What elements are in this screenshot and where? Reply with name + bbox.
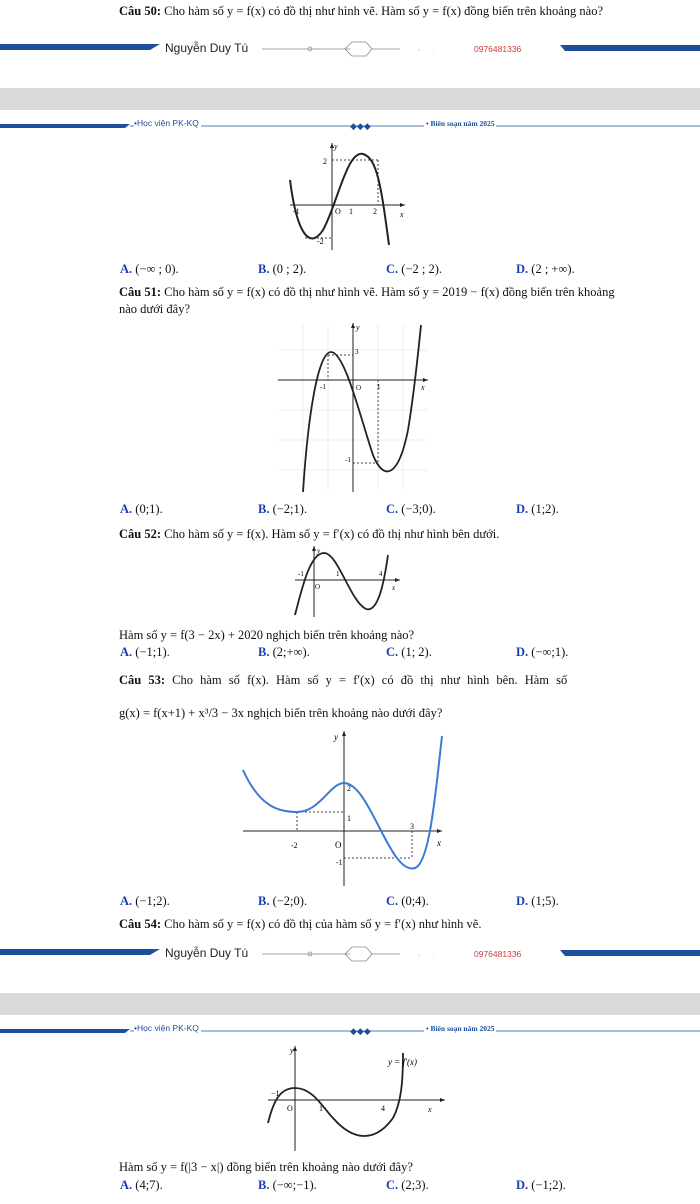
option-c[interactable] <box>386 262 442 277</box>
option-d[interactable] <box>516 262 575 277</box>
option-letter: B. <box>258 262 270 276</box>
author-name: Nguyễn Duy Tú <box>165 41 249 55</box>
option-letter: C. <box>386 894 399 908</box>
option-text: (−2 ; 2). <box>401 262 443 276</box>
question-text: Cho hàm số y = f(x) có đồ thị như hình vẽ. Hàm số y = 2019 − f(x) đồng biến trên khoảng <box>164 285 615 299</box>
option-text: (−3;0). <box>401 502 436 516</box>
tick: 1 <box>319 1104 323 1113</box>
question-51 <box>119 284 615 300</box>
footer-decoration <box>0 943 700 973</box>
option-b[interactable] <box>258 262 306 277</box>
question-label: Câu 50: <box>119 4 162 18</box>
option-b[interactable] <box>258 1178 317 1193</box>
question-text: Cho hàm số y = f(x). Hàm số y = f′(x) có đồ thị như hình bên dưới. <box>164 527 500 541</box>
question-52 <box>119 526 499 542</box>
tick: 2 <box>323 157 327 166</box>
tick: 2 <box>373 207 377 216</box>
tick: -1 <box>293 207 300 216</box>
header-left: •Học viện PK-KQ <box>134 118 199 128</box>
option-letter: D. <box>516 502 529 516</box>
axis-x: x <box>437 838 441 848</box>
svg-text:◦: ◦ <box>418 953 421 959</box>
graph-q50 <box>285 140 410 255</box>
option-text: (0 ; 2). <box>272 262 307 276</box>
footer-1 <box>0 38 700 68</box>
svg-text:·: · <box>433 48 435 54</box>
question-50 <box>119 3 603 19</box>
option-a[interactable] <box>120 894 170 909</box>
option-letter: A. <box>120 502 133 516</box>
option-a[interactable] <box>120 645 170 660</box>
question-label: Câu 53: <box>119 673 166 687</box>
axis-y: y <box>356 323 360 332</box>
tick: 3 <box>410 822 414 831</box>
option-letter: B. <box>258 645 270 659</box>
axis-y: y <box>290 1046 294 1055</box>
graph-q51 <box>273 320 433 495</box>
origin: O <box>335 207 341 216</box>
phone-number: 0976481336 <box>474 44 522 54</box>
option-text: (2 ; +∞). <box>531 262 575 276</box>
origin: O <box>335 840 342 850</box>
option-d[interactable] <box>516 645 568 660</box>
option-letter: D. <box>516 262 529 276</box>
question-label: Câu 54: <box>119 917 162 931</box>
origin: O <box>287 1104 293 1113</box>
header-decoration <box>0 1023 700 1039</box>
svg-text:◆◆◆: ◆◆◆ <box>350 121 371 131</box>
option-letter: A. <box>120 645 133 659</box>
axis-y: y <box>317 547 321 555</box>
option-text: (−2;0). <box>272 894 308 908</box>
footer-2 <box>0 943 700 973</box>
option-letter: C. <box>386 1178 399 1192</box>
question-label: Câu 51: <box>119 285 162 299</box>
axis-x: x <box>428 1105 432 1114</box>
tick: 4 <box>381 1104 385 1113</box>
axis-x: x <box>400 210 404 219</box>
option-b[interactable] <box>258 645 310 660</box>
question-54-line2: Hàm số y = f(|3 − x|) đồng biến trên khoảng nào dưới đây? <box>119 1160 413 1174</box>
tick: -1 <box>336 858 343 867</box>
option-text: (−1;2). <box>135 894 170 908</box>
header-left: •Học viện PK-KQ <box>134 1023 199 1033</box>
question-label: Câu 52: <box>119 527 162 541</box>
tick: 1 <box>349 207 353 216</box>
option-letter: C. <box>386 262 399 276</box>
option-text: (4;7). <box>135 1178 163 1192</box>
option-text: (2;+∞). <box>272 645 310 659</box>
option-letter: D. <box>516 1178 529 1192</box>
tick: 2 <box>347 784 351 793</box>
option-c[interactable] <box>386 645 432 660</box>
svg-text:◦: ◦ <box>418 48 421 54</box>
tick: 1 <box>347 814 351 823</box>
option-text: (1;2). <box>531 502 559 516</box>
tick: -2 <box>317 237 324 246</box>
option-letter: A. <box>120 1178 133 1192</box>
option-text: (−1;1). <box>135 645 170 659</box>
header-3 <box>0 1023 700 1039</box>
option-text: (0;4). <box>401 894 429 908</box>
question-text: Cho hàm số y = f(x) có đồ thị như hình vẽ. Hàm số y = f(x) đồng biến trên khoảng nào? <box>164 4 604 18</box>
option-letter: C. <box>386 502 399 516</box>
header-2 <box>0 118 700 134</box>
option-letter: A. <box>120 262 133 276</box>
question-51-line2: nào dưới đây? <box>119 302 191 316</box>
tick: 1 <box>377 383 381 391</box>
question-54 <box>119 916 481 932</box>
curve-label: y = f′(x) <box>388 1057 418 1067</box>
option-text: (−∞;1). <box>531 645 569 659</box>
option-letter: D. <box>516 894 529 908</box>
tick: -1 <box>320 383 326 391</box>
option-letter: B. <box>258 1178 270 1192</box>
option-text: (0;1). <box>135 502 163 516</box>
option-letter: B. <box>258 502 270 516</box>
svg-text:·: · <box>433 953 435 959</box>
svg-text:◆◆◆: ◆◆◆ <box>350 1026 371 1036</box>
tick: -1 <box>345 456 351 464</box>
option-c[interactable] <box>386 894 429 909</box>
option-b[interactable] <box>258 502 307 517</box>
header-right: • Biên soạn năm 2025 <box>426 119 495 128</box>
option-c[interactable] <box>386 1178 429 1193</box>
option-a[interactable] <box>120 502 163 517</box>
phone-number: 0976481336 <box>474 949 522 959</box>
option-d[interactable] <box>516 1178 566 1193</box>
option-letter: B. <box>258 894 270 908</box>
axis-x: x <box>392 584 396 592</box>
axis-y: y <box>334 142 338 151</box>
graph-q52 <box>292 543 402 618</box>
option-letter: D. <box>516 645 529 659</box>
question-53-formula: g(x) = f(x+1) + x³/3 − 3x nghịch biến trên khoảng nào dưới đây? <box>119 706 443 720</box>
option-letter: A. <box>120 894 133 908</box>
question-text: Cho hàm số f(x). Hàm số y = f′(x) có đồ thị như hình bên. Hàm số <box>172 673 568 687</box>
option-letter: C. <box>386 645 399 659</box>
tick: 3 <box>355 348 359 356</box>
question-text: Cho hàm số y = f(x) có đồ thị của hàm số y = f′(x) như hình vẽ. <box>164 917 482 931</box>
option-text: (−2;1). <box>272 502 308 516</box>
page-break-band <box>0 993 700 1015</box>
tick: −1 <box>271 1089 280 1098</box>
option-a[interactable] <box>120 1178 163 1193</box>
option-text: (2;3). <box>401 1178 429 1192</box>
option-text: (1;5). <box>531 894 559 908</box>
footer-decoration <box>0 38 700 68</box>
option-text: (−∞;−1). <box>272 1178 317 1192</box>
option-c[interactable] <box>386 502 436 517</box>
option-text: (−∞ ; 0). <box>135 262 179 276</box>
header-decoration <box>0 118 700 134</box>
option-b[interactable] <box>258 894 307 909</box>
question-52-line2: Hàm số y = f(3 − 2x) + 2020 nghịch biến trên khoảng nào? <box>119 628 415 642</box>
option-d[interactable] <box>516 894 559 909</box>
graph-q53 <box>240 728 445 888</box>
author-name: Nguyễn Duy Tú <box>165 946 249 960</box>
page-break-band <box>0 88 700 110</box>
axis-x: x <box>421 383 425 392</box>
option-text: (1; 2). <box>401 645 432 659</box>
origin: O <box>356 384 362 392</box>
header-right: • Biên soạn năm 2025 <box>426 1024 495 1033</box>
tick: -2 <box>291 841 298 850</box>
origin: O <box>315 583 321 591</box>
tick: 4 <box>379 570 383 578</box>
option-d[interactable] <box>516 502 559 517</box>
question-53 <box>119 672 567 688</box>
axis-y: y <box>334 732 338 742</box>
option-text: (−1;2). <box>531 1178 566 1192</box>
tick: -1 <box>298 570 304 578</box>
graph-q54 <box>265 1043 450 1153</box>
option-a[interactable] <box>120 262 179 277</box>
tick: 1 <box>336 570 340 578</box>
